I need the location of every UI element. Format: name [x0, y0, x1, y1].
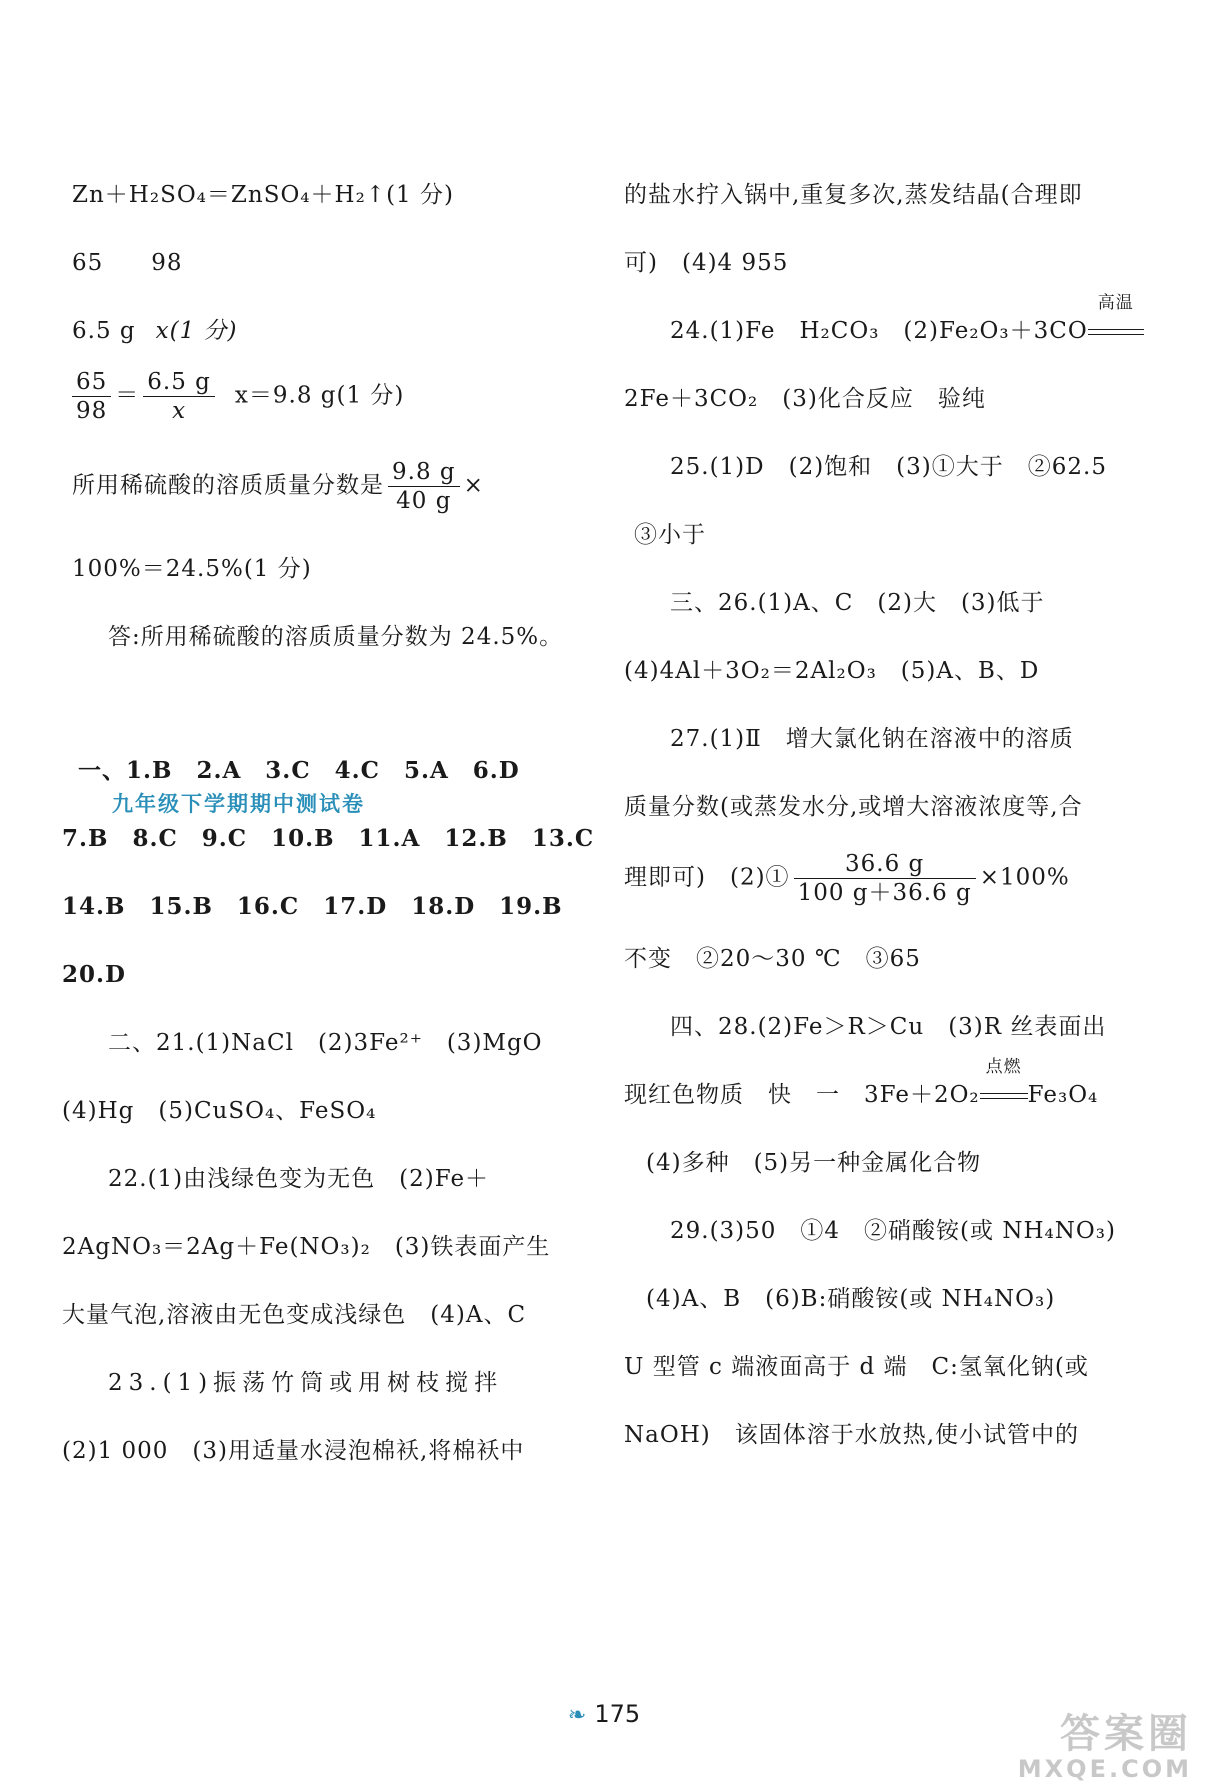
- given-mass-line: 6.5 g x(1 分): [72, 318, 238, 344]
- leaf-icon: ❧: [567, 1703, 587, 1728]
- r10-line: 质量分数(或蒸发水分,或增大溶液浓度等,合: [624, 794, 1083, 820]
- q24-line: 24.(1)Fe H₂CO₃ (2)Fe₂O₃＋3CO 高温: [670, 316, 1144, 346]
- equals-sign: [1088, 329, 1144, 335]
- r15-line: (4)多种 (5)另一种金属化合物: [646, 1150, 982, 1176]
- watermark: [1018, 1712, 1192, 1782]
- r19-line: NaOH) 该固体溶于水放热,使小试管中的: [624, 1422, 1080, 1448]
- proportion-line: $\frac{65}{98}$ ＝ $\frac{6.5 g}{x}$ x＝9.8 g(1 分): [72, 368, 404, 425]
- page-number: 175: [594, 1700, 641, 1728]
- r11-line: 理即可) (2)① $\frac{36.6 g}{100 g+36.6 g}$ ×100%: [624, 851, 1070, 906]
- mass-ratio-line: 65 98: [72, 250, 183, 276]
- mass-fraction-line: 所用稀硫酸的溶质质量分数是 $\frac{9.8 g}{40 g}$ ×: [72, 459, 484, 514]
- q21b-line: (4)Hg (5)CuSO₄、FeSO₄: [62, 1098, 377, 1124]
- q22c-line: 大量气泡,溶液由无色变成浅绿色 (4)A、C: [62, 1302, 527, 1328]
- q23b-line: (2)1 000 (3)用适量水浸泡棉袄,将棉袄中: [62, 1438, 525, 1464]
- r8-line: (4)4Al＋3O₂＝2Al₂O₃ (5)A、B、D: [624, 658, 1040, 684]
- q23a-line: 23.(1)振荡竹筒或用树枝搅拌: [108, 1370, 504, 1396]
- q14-line: 14.B 15.B 16.C 17.D 18.D 19.B: [62, 893, 563, 920]
- section-title: 九年级下学期期中测试卷: [112, 791, 365, 816]
- r14-line: 现红色物质 快 一 3Fe＋2O₂ 点燃 Fe₃O₄: [624, 1057, 1099, 1108]
- r12-line: 不变 ②20～30 ℃ ③65: [624, 946, 921, 972]
- q21-line: 二、21.(1)NaCl (2)3Fe²⁺ (3)MgO: [108, 1030, 543, 1056]
- q22a-line: 22.(1)由浅绿色变为无色 (2)Fe＋: [108, 1166, 490, 1192]
- q22b-line: 2AgNO₃＝2Ag＋Fe(NO₃)₂ (3)铁表面产生: [62, 1234, 551, 1260]
- r17-line: (4)A、B (6)B:硝酸铵(或 NH₄NO₃): [646, 1286, 1056, 1312]
- q28-line: 四、28.(2)Fe＞R＞Cu (3)R 丝表面出: [670, 1014, 1107, 1040]
- r6-line: ③小于: [634, 522, 706, 548]
- watermark-logo-text: 答案圈: [1060, 1711, 1192, 1757]
- r4-line: 2Fe＋3CO₂ (3)化合反应 验纯: [624, 386, 986, 412]
- r1-line: 的盐水拧入锅中,重复多次,蒸发结晶(合理即: [624, 182, 1083, 208]
- q29-line: 29.(3)50 ①4 ②硝酸铵(或 NH₄NO₃): [670, 1218, 1116, 1244]
- condition-ignite: 点燃: [985, 1057, 1022, 1077]
- q1-line: 一、1.B 2.A 3.C 4.C 5.A 6.D: [78, 757, 520, 784]
- q7-line: 7.B 8.C 9.C 10.B 11.A 12.B 13.C: [62, 825, 595, 852]
- condition-high-temp: 高温: [1097, 293, 1134, 313]
- r18-line: U 型管 c 端液面高于 d 端 C:氢氧化钠(或: [624, 1354, 1089, 1380]
- r2-line: 可) (4)4 955: [624, 250, 789, 276]
- answer-line: 答:所用稀硫酸的溶质质量分数为 24.5%。: [108, 624, 564, 650]
- equation-line: Zn＋H₂SO₄＝ZnSO₄＋H₂↑(1 分): [72, 182, 454, 208]
- equals-sign: [980, 1093, 1028, 1099]
- q20-line: 20.D: [62, 961, 126, 988]
- watermark-url: MXQE.COM: [1017, 1755, 1192, 1783]
- result-line: 100%＝24.5%(1 分): [72, 556, 312, 582]
- q27-line: 27.(1)Ⅱ 增大氯化钠在溶液中的溶质: [670, 726, 1074, 752]
- q25-line: 25.(1)D (2)饱和 (3)①大于 ②62.5: [670, 454, 1107, 480]
- q26-line: 三、26.(1)A、C (2)大 (3)低于: [670, 590, 1045, 616]
